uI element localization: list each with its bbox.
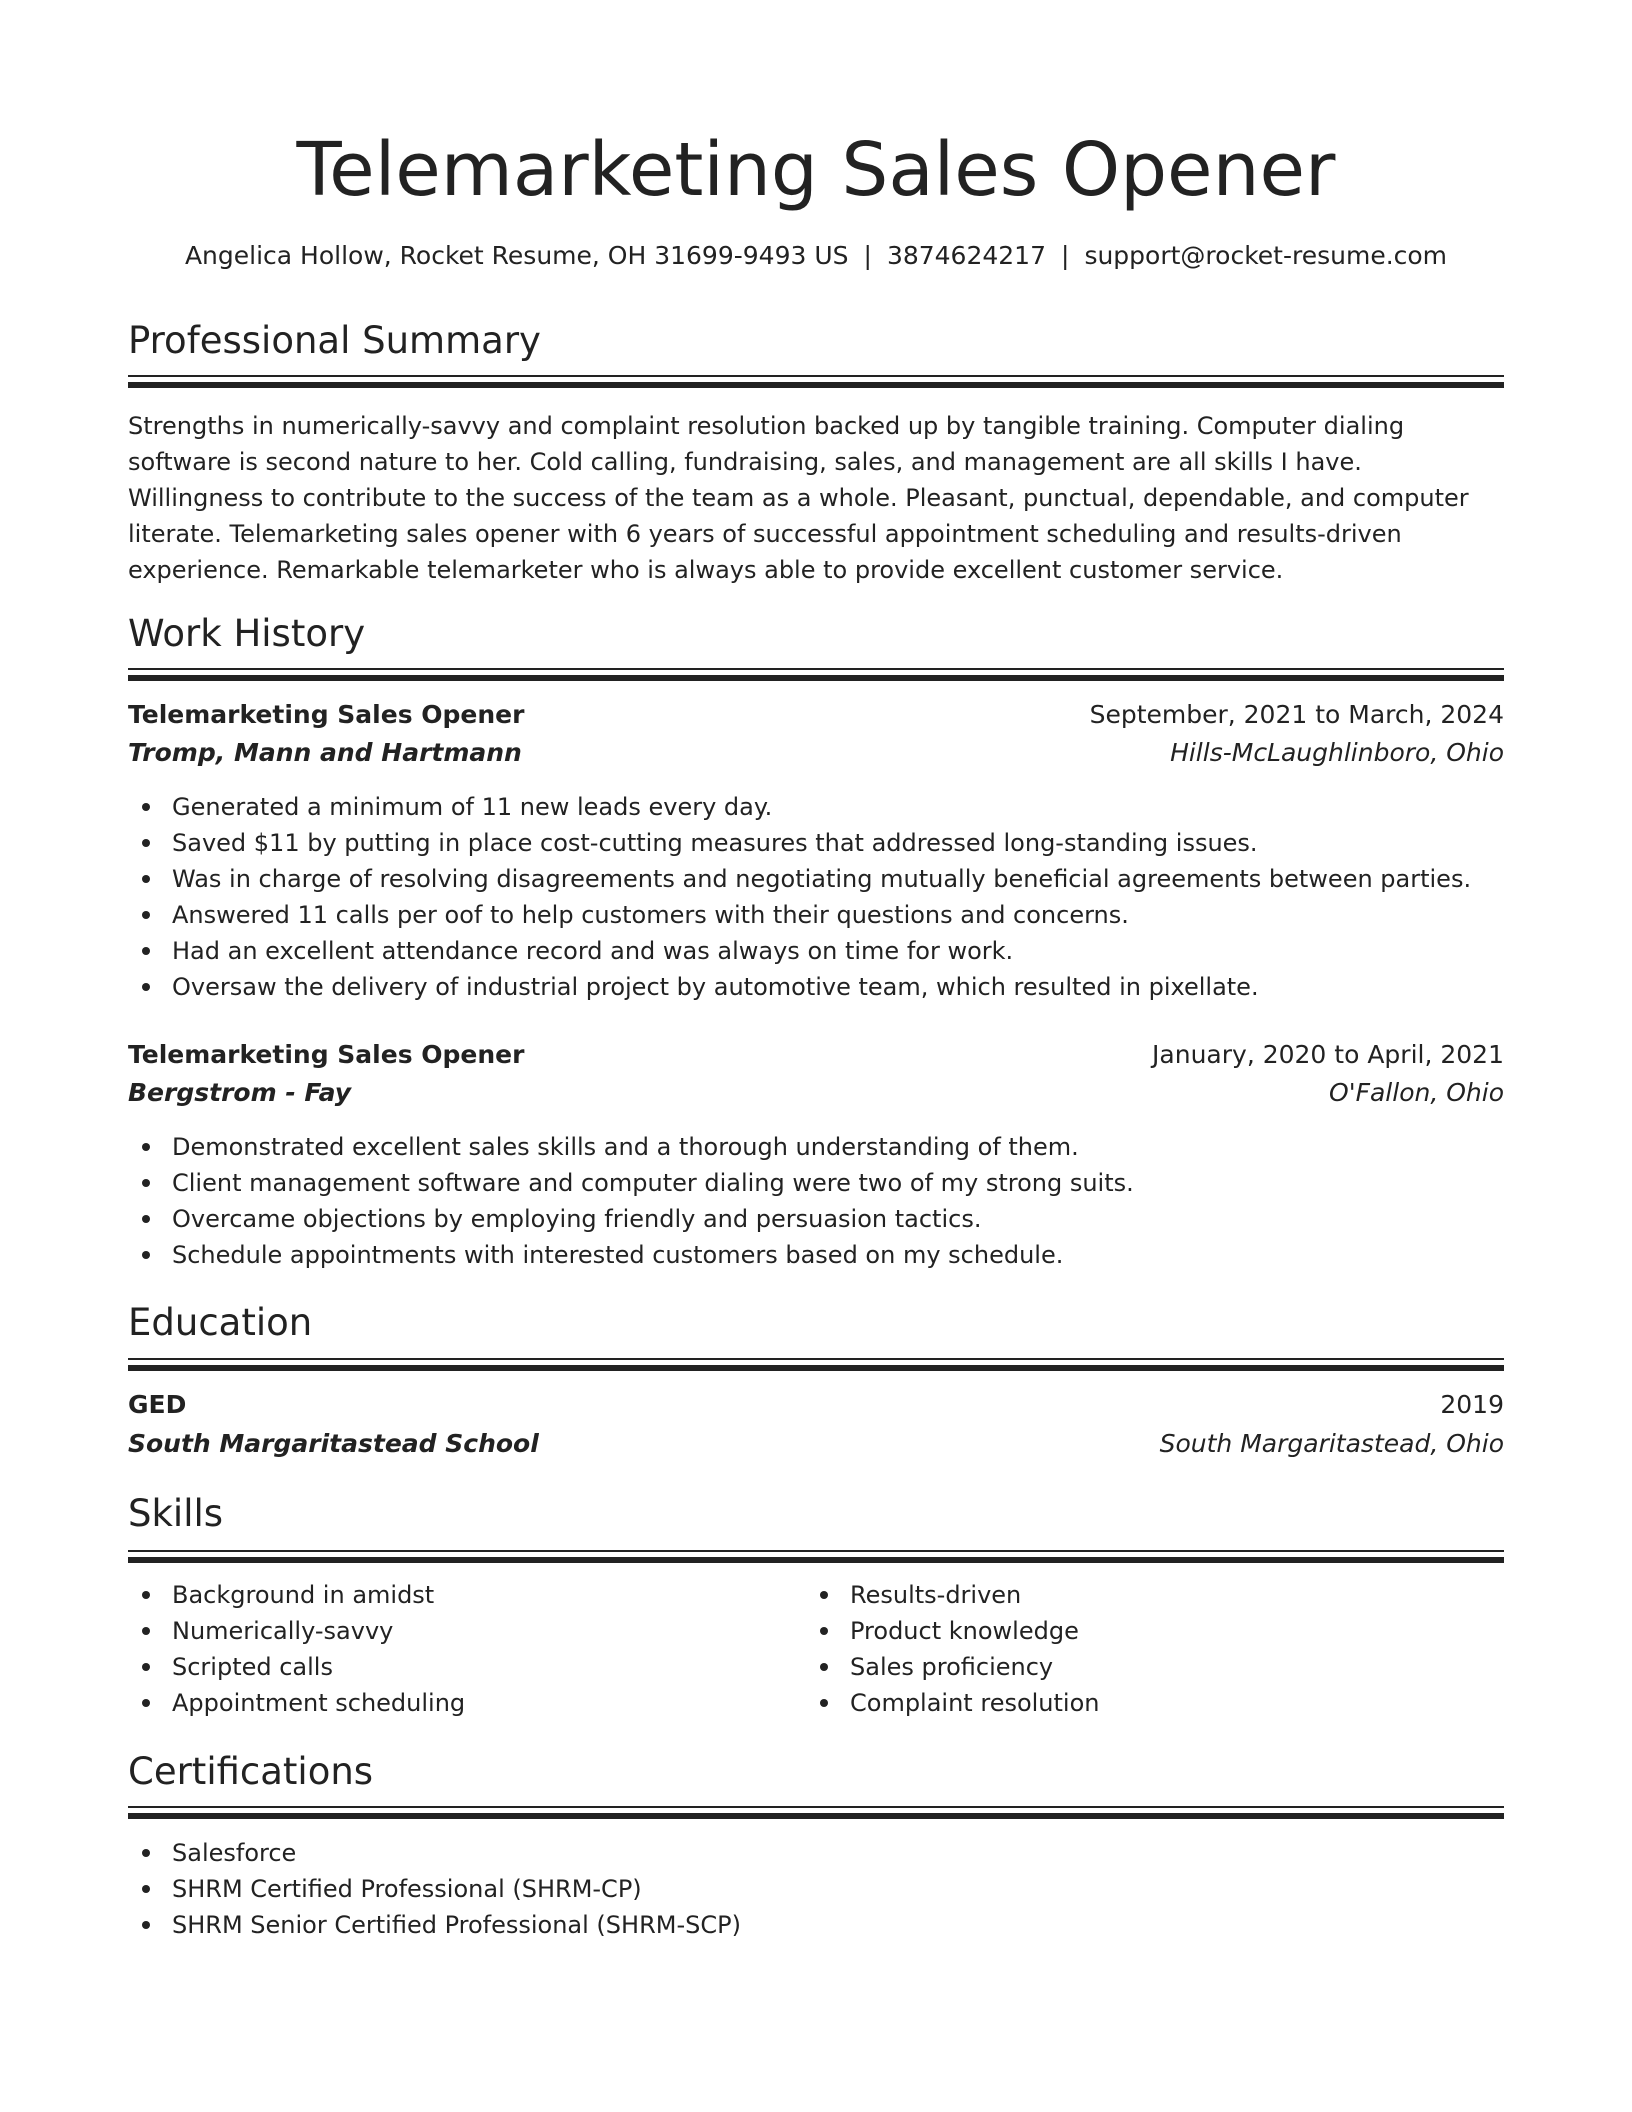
- section-divider: [128, 375, 1504, 389]
- skill-item: Results-driven: [806, 1577, 1100, 1613]
- list-item: Client management software and computer dialing were two of my strong suits.: [128, 1165, 1134, 1201]
- contact-phone[interactable]: 3874624217: [886, 241, 1046, 270]
- skill-item: Complaint resolution: [806, 1685, 1100, 1721]
- list-item: Overcame objections by employing friendly and persuasion tactics.: [128, 1201, 1134, 1237]
- job-dates: September, 2021 to March, 2024: [1089, 700, 1504, 729]
- job-company: Tromp, Mann and Hartmann: [128, 738, 522, 767]
- education-header: [128, 1386, 1504, 1424]
- job-header: [128, 696, 1504, 734]
- contact-email[interactable]: support@rocket-resume.com: [1084, 241, 1448, 270]
- section-title-certifications: Certifications: [128, 1750, 374, 1793]
- section-divider: [128, 1550, 1504, 1564]
- job-role: Telemarketing Sales Opener: [128, 1040, 525, 1069]
- contact-separator: |: [863, 241, 872, 270]
- education-subheader: [128, 1425, 1504, 1463]
- job-bullets: [128, 1129, 1134, 1273]
- job-company: Bergstrom - Fay: [128, 1078, 352, 1107]
- job-location: Hills-McLaughlinboro, Ohio: [1170, 738, 1504, 767]
- section-title-skills: Skills: [128, 1492, 224, 1535]
- list-item: Schedule appointments with interested customers based on my schedule.: [128, 1237, 1134, 1273]
- section-divider: [128, 1806, 1504, 1820]
- list-item: Oversaw the delivery of industrial project by automotive team, which resulted in pixellate.: [128, 969, 1471, 1005]
- job-subheader: [128, 1074, 1504, 1112]
- job-dates: January, 2020 to April, 2021: [1152, 1040, 1504, 1069]
- skill-item: Appointment scheduling: [128, 1685, 465, 1721]
- education-degree: GED: [128, 1390, 187, 1419]
- job-subheader: [128, 734, 1504, 772]
- contact-line: [128, 238, 1504, 274]
- certification-item: Salesforce: [128, 1835, 741, 1871]
- certifications-list: [128, 1835, 741, 1943]
- section-title-summary: Professional Summary: [128, 319, 541, 362]
- section-divider: [128, 1358, 1504, 1372]
- list-item: Had an excellent attendance record and was always on time for work.: [128, 933, 1471, 969]
- certification-item: SHRM Certified Professional (SHRM-CP): [128, 1871, 741, 1907]
- list-item: Demonstrated excellent sales skills and a thorough understanding of them.: [128, 1129, 1134, 1165]
- section-title-work-history: Work History: [128, 612, 366, 655]
- skill-item: Background in amidst: [128, 1577, 465, 1613]
- job-bullets: [128, 789, 1471, 1005]
- education-year: 2019: [1440, 1390, 1504, 1419]
- certification-item: SHRM Senior Certified Professional (SHRM-SCP): [128, 1907, 741, 1943]
- contact-address: Angelica Hollow, Rocket Resume, OH 31699-9493 US: [184, 241, 849, 270]
- list-item: Generated a minimum of 11 new leads every day.: [128, 789, 1471, 825]
- education-school: South Margaritastead School: [128, 1429, 539, 1458]
- job-header: [128, 1036, 1504, 1074]
- resume-title: Telemarketing Sales Opener: [296, 127, 1336, 213]
- list-item: Saved $11 by putting in place cost-cutting measures that addressed long-standing issues.: [128, 825, 1471, 861]
- list-item: Was in charge of resolving disagreements and negotiating mutually beneficial agreements between parties.: [128, 861, 1471, 897]
- education-location: South Margaritastead, Ohio: [1159, 1429, 1504, 1458]
- skill-item: Numerically-savvy: [128, 1613, 465, 1649]
- section-divider: [128, 668, 1504, 682]
- skills-list-left: [128, 1577, 465, 1721]
- skill-item: Scripted calls: [128, 1649, 465, 1685]
- summary-text: Strengths in numerically-savvy and complaint resolution backed up by tangible training. Computer dialing software is second nature to her. Cold calling, fundraising, sales, and management are all skills I have. Willingness to contribute to the success of the team as a whole. Pleasant, punctual, dependable, and computer literate. Telemarketing sales opener with 6 years of successful appointment scheduling and results-driven experience. Remarkable telemarketer who is always able to provide excellent customer service.: [128, 412, 1469, 584]
- skill-item: Sales proficiency: [806, 1649, 1100, 1685]
- skill-item: Product knowledge: [806, 1613, 1100, 1649]
- skills-list-right: [806, 1577, 1100, 1721]
- job-role: Telemarketing Sales Opener: [128, 700, 525, 729]
- job-location: O'Fallon, Ohio: [1329, 1078, 1504, 1107]
- list-item: Answered 11 calls per oof to help customers with their questions and concerns.: [128, 897, 1471, 933]
- contact-separator: |: [1061, 241, 1070, 270]
- section-title-education: Education: [128, 1301, 313, 1344]
